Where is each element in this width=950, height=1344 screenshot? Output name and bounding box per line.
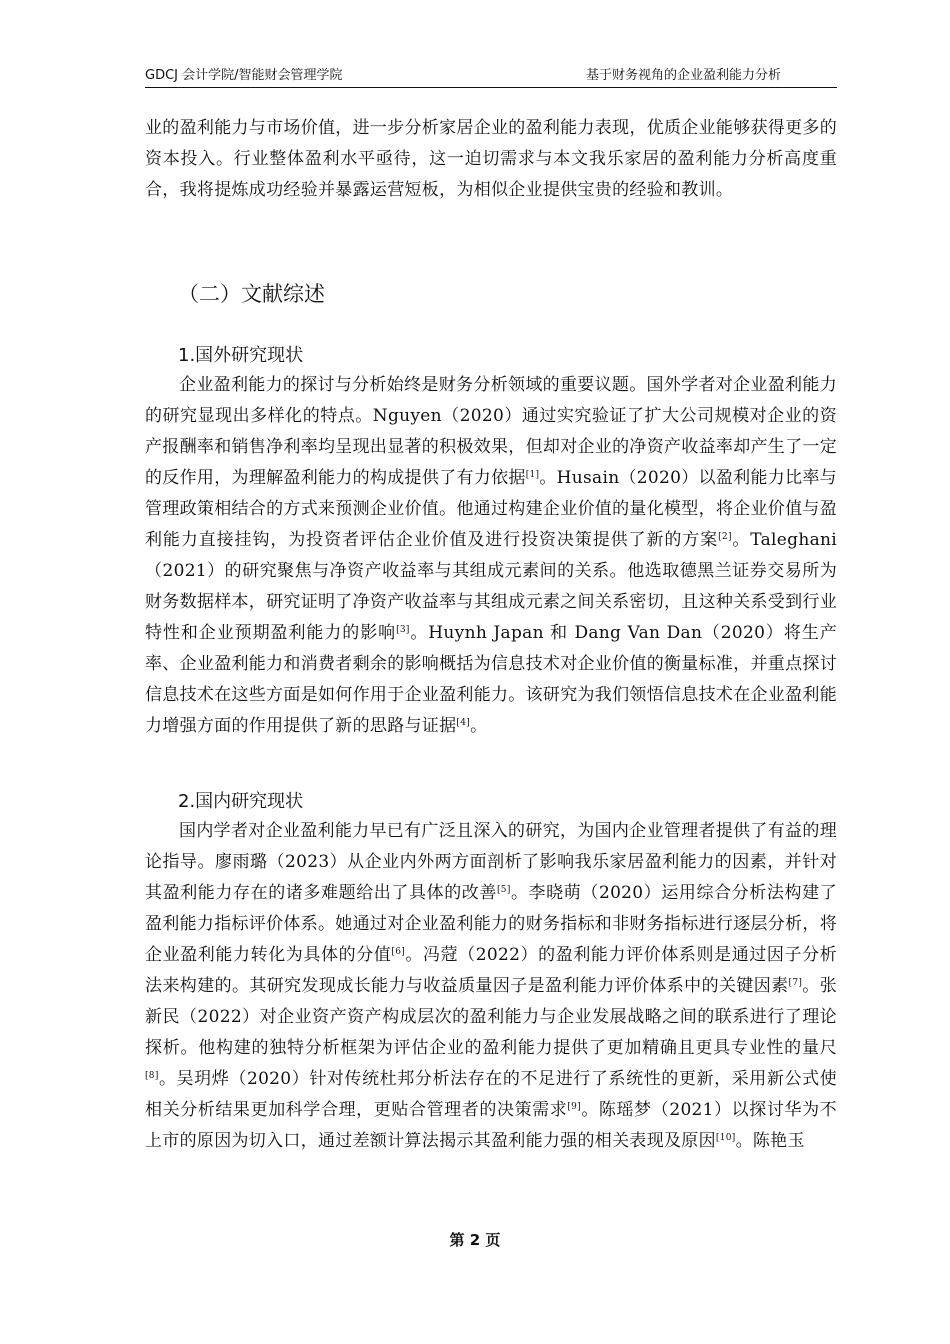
text-run: 。Husain（2020）以盈利能力比率与管理政策相结合的方式来预测企业价值。他通过构建企业价值的量化模型，将企业价值与盈利能力直接挂钩，为投资者评估企业价值及进行投资决策提供了新的方案	[145, 468, 837, 550]
text-run: 。吴玥烨（2020）针对传统杜邦分析法存在的不足进行了系统性的更新，采用新公式使相关分析结果更加科学合理，更贴合管理者的决策需求	[145, 1069, 837, 1120]
citation-ref: [4]	[456, 718, 471, 728]
foreign-research-block	[145, 370, 837, 742]
citation-ref: [10]	[715, 1133, 736, 1143]
intro-paragraph-block	[145, 113, 837, 206]
citation-ref: [3]	[396, 625, 410, 635]
text-run: 。冯蒄（2022）的盈利能力评价体系则是通过因子分析法来构建的。其研究发现成长能力与收益质量因子是盈利能力评价体系中的关键因素	[145, 945, 838, 996]
citation-ref: [2]	[718, 532, 732, 542]
text-run: 。Taleghani（2021）的研究聚焦与净资产收益率与其组成元素间的关系。他选取德黑兰证券交易所为财务数据样本，研究证明了净资产收益率与其组成元素之间关系密切，且这种关系受到行业特性和企业预期盈利能力的影响	[145, 530, 837, 643]
citation-ref: [7]	[788, 978, 803, 988]
domestic-research-paragraph	[145, 816, 837, 1157]
subsection-title-domestic: 2.国内研究现状	[178, 791, 304, 812]
intro-paragraph: 业的盈利能力与市场价值，进一步分析家居企业的盈利能力表现，优质企业能够获得更多的资本投入。行业整体盈利水平亟待，这一迫切需求与本文我乐家居的盈利能力分析高度重合，我将提炼成功经验并暴露运营短板，为相似企业提供宝贵的经验和教训。	[145, 118, 837, 200]
text-run: 。张新民（2022）对企业资产资产构成层次的盈利能力与企业发展战略之间的联系进行了理论探析。他构建的独特分析框架为评估企业的盈利能力提供了更加精确且更具专业性的量尺	[145, 976, 837, 1058]
text-run: 。Huynh Japan 和 Dang Van Dan（2020）将生产率、企业盈利能力和消费者剩余的影响概括为信息技术对企业价值的衡量标准，并重点探讨信息技术在这些方面是如何作用于企业盈利能力。该研究为我们领悟信息技术在企业盈利能力增强方面的作用提供了新的思路与证据	[145, 623, 837, 736]
header-rule	[145, 87, 837, 88]
citation-ref: [6]	[391, 947, 406, 957]
citation-ref: [9]	[567, 1102, 582, 1112]
text-run: 。	[470, 716, 488, 736]
text-run: 。陈艳玉	[735, 1131, 805, 1151]
page-number: 第 2 页	[449, 1231, 501, 1249]
foreign-research-paragraph	[145, 370, 837, 742]
citation-ref: [8]	[145, 1071, 159, 1081]
header-right: 基于财务视角的企业盈利能力分析	[585, 68, 781, 83]
header-left: GDCJ 会计学院/智能财会管理学院	[145, 68, 343, 83]
text-run: 。陈瑶梦（2021）以探讨华为不上市的原因为切入口，通过差额计算法揭示其盈利能力强的相关表现及原因	[145, 1100, 837, 1151]
text-run: 国内学者对企业盈利能力早已有广泛且深入的研究，为国内企业管理者提供了有益的理论指导。廖雨璐（2023）从企业内外两方面剖析了影响我乐家居盈利能力的因素，并针对其盈利能力存在的诸多难题给出了具体的改善	[145, 821, 837, 903]
domestic-research-block	[145, 816, 837, 1157]
section-title: （二）文献综述	[178, 282, 325, 306]
text-run: 。李晓萌（2020）运用综合分析法构建了盈利能力指标评价体系。她通过对企业盈利能力的财务指标和非财务指标进行逐层分析，将企业盈利能力转化为具体的分值	[145, 883, 838, 965]
subsection-title-foreign: 1.国外研究现状	[178, 345, 304, 366]
running-header	[145, 66, 837, 86]
citation-ref: [1]	[525, 470, 540, 480]
citation-ref: [5]	[497, 885, 511, 895]
text-run: 企业盈利能力的探讨与分析始终是财务分析领域的重要议题。国外学者对企业盈利能力的研究显现出多样化的特点。Nguyen（2020）通过实究验证了扩大公司规模对企业的资产报酬率和销售净利率均呈现出显著的积极效果，但却对企业的净资产收益率却产生了一定的反作用，为理解盈利能力的构成提供了有力依据	[145, 375, 837, 488]
